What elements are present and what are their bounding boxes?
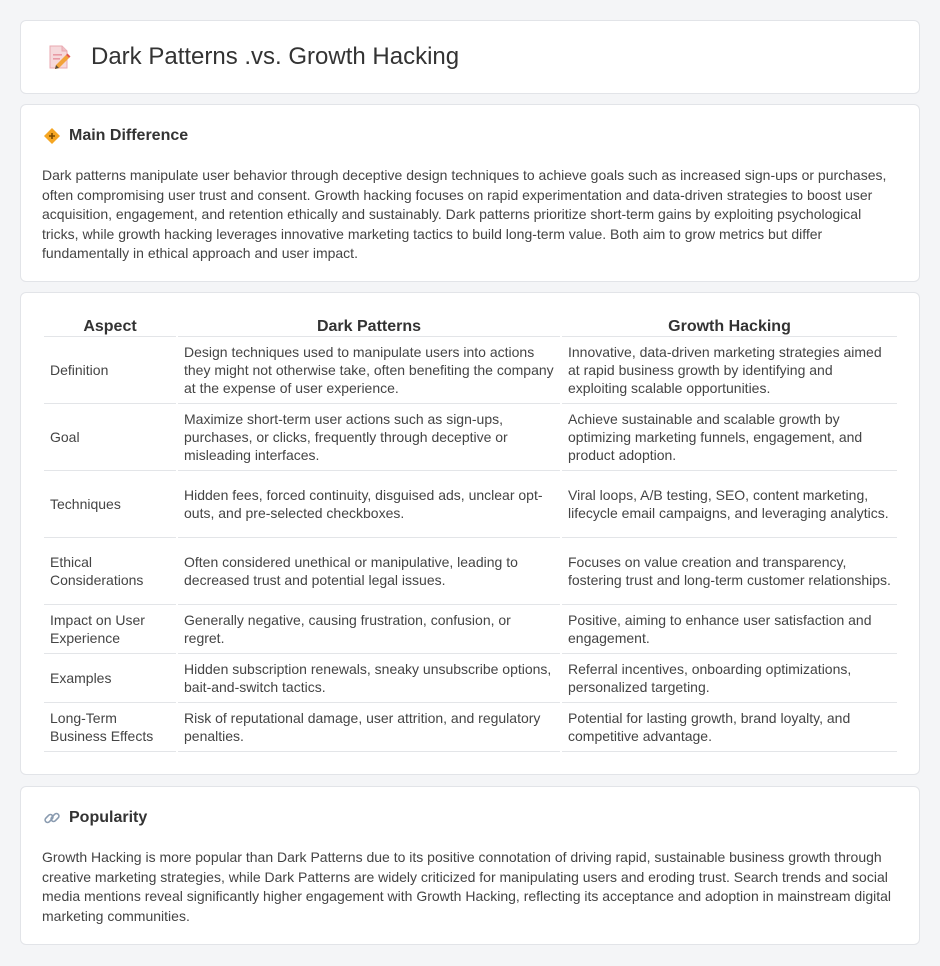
title-row [47, 43, 459, 71]
dark-patterns-cell: Hidden subscription renewals, sneaky unsubscribe options, bait-and-switch tactics. [178, 654, 560, 703]
document-pen-icon [47, 43, 71, 71]
dark-patterns-cell: Risk of reputational damage, user attrition, and regulatory penalties. [178, 703, 560, 752]
dark-patterns-cell: Hidden fees, forced continuity, disguised ads, unclear opt-outs, and pre-selected checkboxes. [178, 471, 560, 538]
table-header-row [44, 317, 897, 337]
dark-patterns-cell: Design techniques used to manipulate users into actions they might not otherwise take, often benefiting the company at the expense of user experience. [178, 337, 560, 404]
aspect-cell: Ethical Considerations [44, 538, 176, 605]
popularity-text: Growth Hacking is more popular than Dark Patterns due to its positive connotation of driving rapid, sustainable business growth through creative marketing strategies, while Dark Patterns are widely criticized for manipulating users and eroding trust. Search trends and social media mentions reveal significantly higher engagement with Growth Hacking, reflecting its acceptance and adoption in mainstream digital marketing communities. [42, 849, 892, 924]
table-row [44, 471, 897, 538]
page-title: Dark Patterns .vs. Growth Hacking [91, 43, 460, 70]
dark-patterns-cell: Often considered unethical or manipulative, leading to decreased trust and potential legal issues. [178, 538, 560, 605]
aspect-cell: Goal [44, 404, 176, 471]
header-dark-patterns: Dark Patterns [178, 317, 560, 337]
table-row [44, 654, 897, 703]
popularity-header [43, 809, 147, 827]
main-difference-text: Dark patterns manipulate user behavior through deceptive design techniques to achieve goals such as increased sign-ups or purchases, often compromising user trust and consent. Growth hacking focuses on rapid experimentation and data-driven strategies to boost user acquisition, engagement, and retention ethically and sustainably. Dark patterns prioritize short-term gains by exploiting psychological tricks, while growth hacking leverages innovative marketing tactics to build long-term value. Both aim to grow metrics but differ fundamentally in ethical approach and user impact. [42, 167, 887, 261]
aspect-cell: Techniques [44, 471, 176, 538]
diamond-warning-icon [43, 127, 61, 145]
growth-hacking-cell: Achieve sustainable and scalable growth by optimizing marketing funnels, engagement, and product adoption. [562, 404, 897, 471]
aspect-cell: Definition [44, 337, 176, 404]
aspect-cell: Examples [44, 654, 176, 703]
table-row [44, 337, 897, 404]
popularity-title: Popularity [69, 809, 148, 826]
link-icon [43, 809, 61, 827]
growth-hacking-cell: Referral incentives, onboarding optimizations, personalized targeting. [562, 654, 897, 703]
header-growth-hacking: Growth Hacking [562, 317, 897, 337]
dark-patterns-cell: Generally negative, causing frustration, confusion, or regret. [178, 605, 560, 654]
growth-hacking-cell: Positive, aiming to enhance user satisfaction and engagement. [562, 605, 897, 654]
table-row [44, 703, 897, 752]
table-row [44, 605, 897, 654]
title-card [20, 20, 920, 94]
growth-hacking-cell: Viral loops, A/B testing, SEO, content marketing, lifecycle email campaigns, and leveraging analytics. [562, 471, 897, 538]
popularity-card [20, 786, 920, 945]
comparison-card [20, 292, 920, 775]
header-aspect: Aspect [44, 317, 176, 337]
aspect-cell: Impact on User Experience [44, 605, 176, 654]
comparison-table [42, 317, 899, 752]
main-difference-title: Main Difference [69, 127, 189, 144]
aspect-cell: Long-Term Business Effects [44, 703, 176, 752]
growth-hacking-cell: Focuses on value creation and transparency, fostering trust and long-term customer relationships. [562, 538, 897, 605]
growth-hacking-cell: Potential for lasting growth, brand loyalty, and competitive advantage. [562, 703, 897, 752]
dark-patterns-cell: Maximize short-term user actions such as sign-ups, purchases, or clicks, frequently through deceptive or misleading interfaces. [178, 404, 560, 471]
table-row [44, 404, 897, 471]
main-difference-card [20, 104, 920, 282]
growth-hacking-cell: Innovative, data-driven marketing strategies aimed at rapid business growth by identifying and exploiting scalable opportunities. [562, 337, 897, 404]
table-row [44, 538, 897, 605]
main-difference-header [43, 127, 188, 145]
